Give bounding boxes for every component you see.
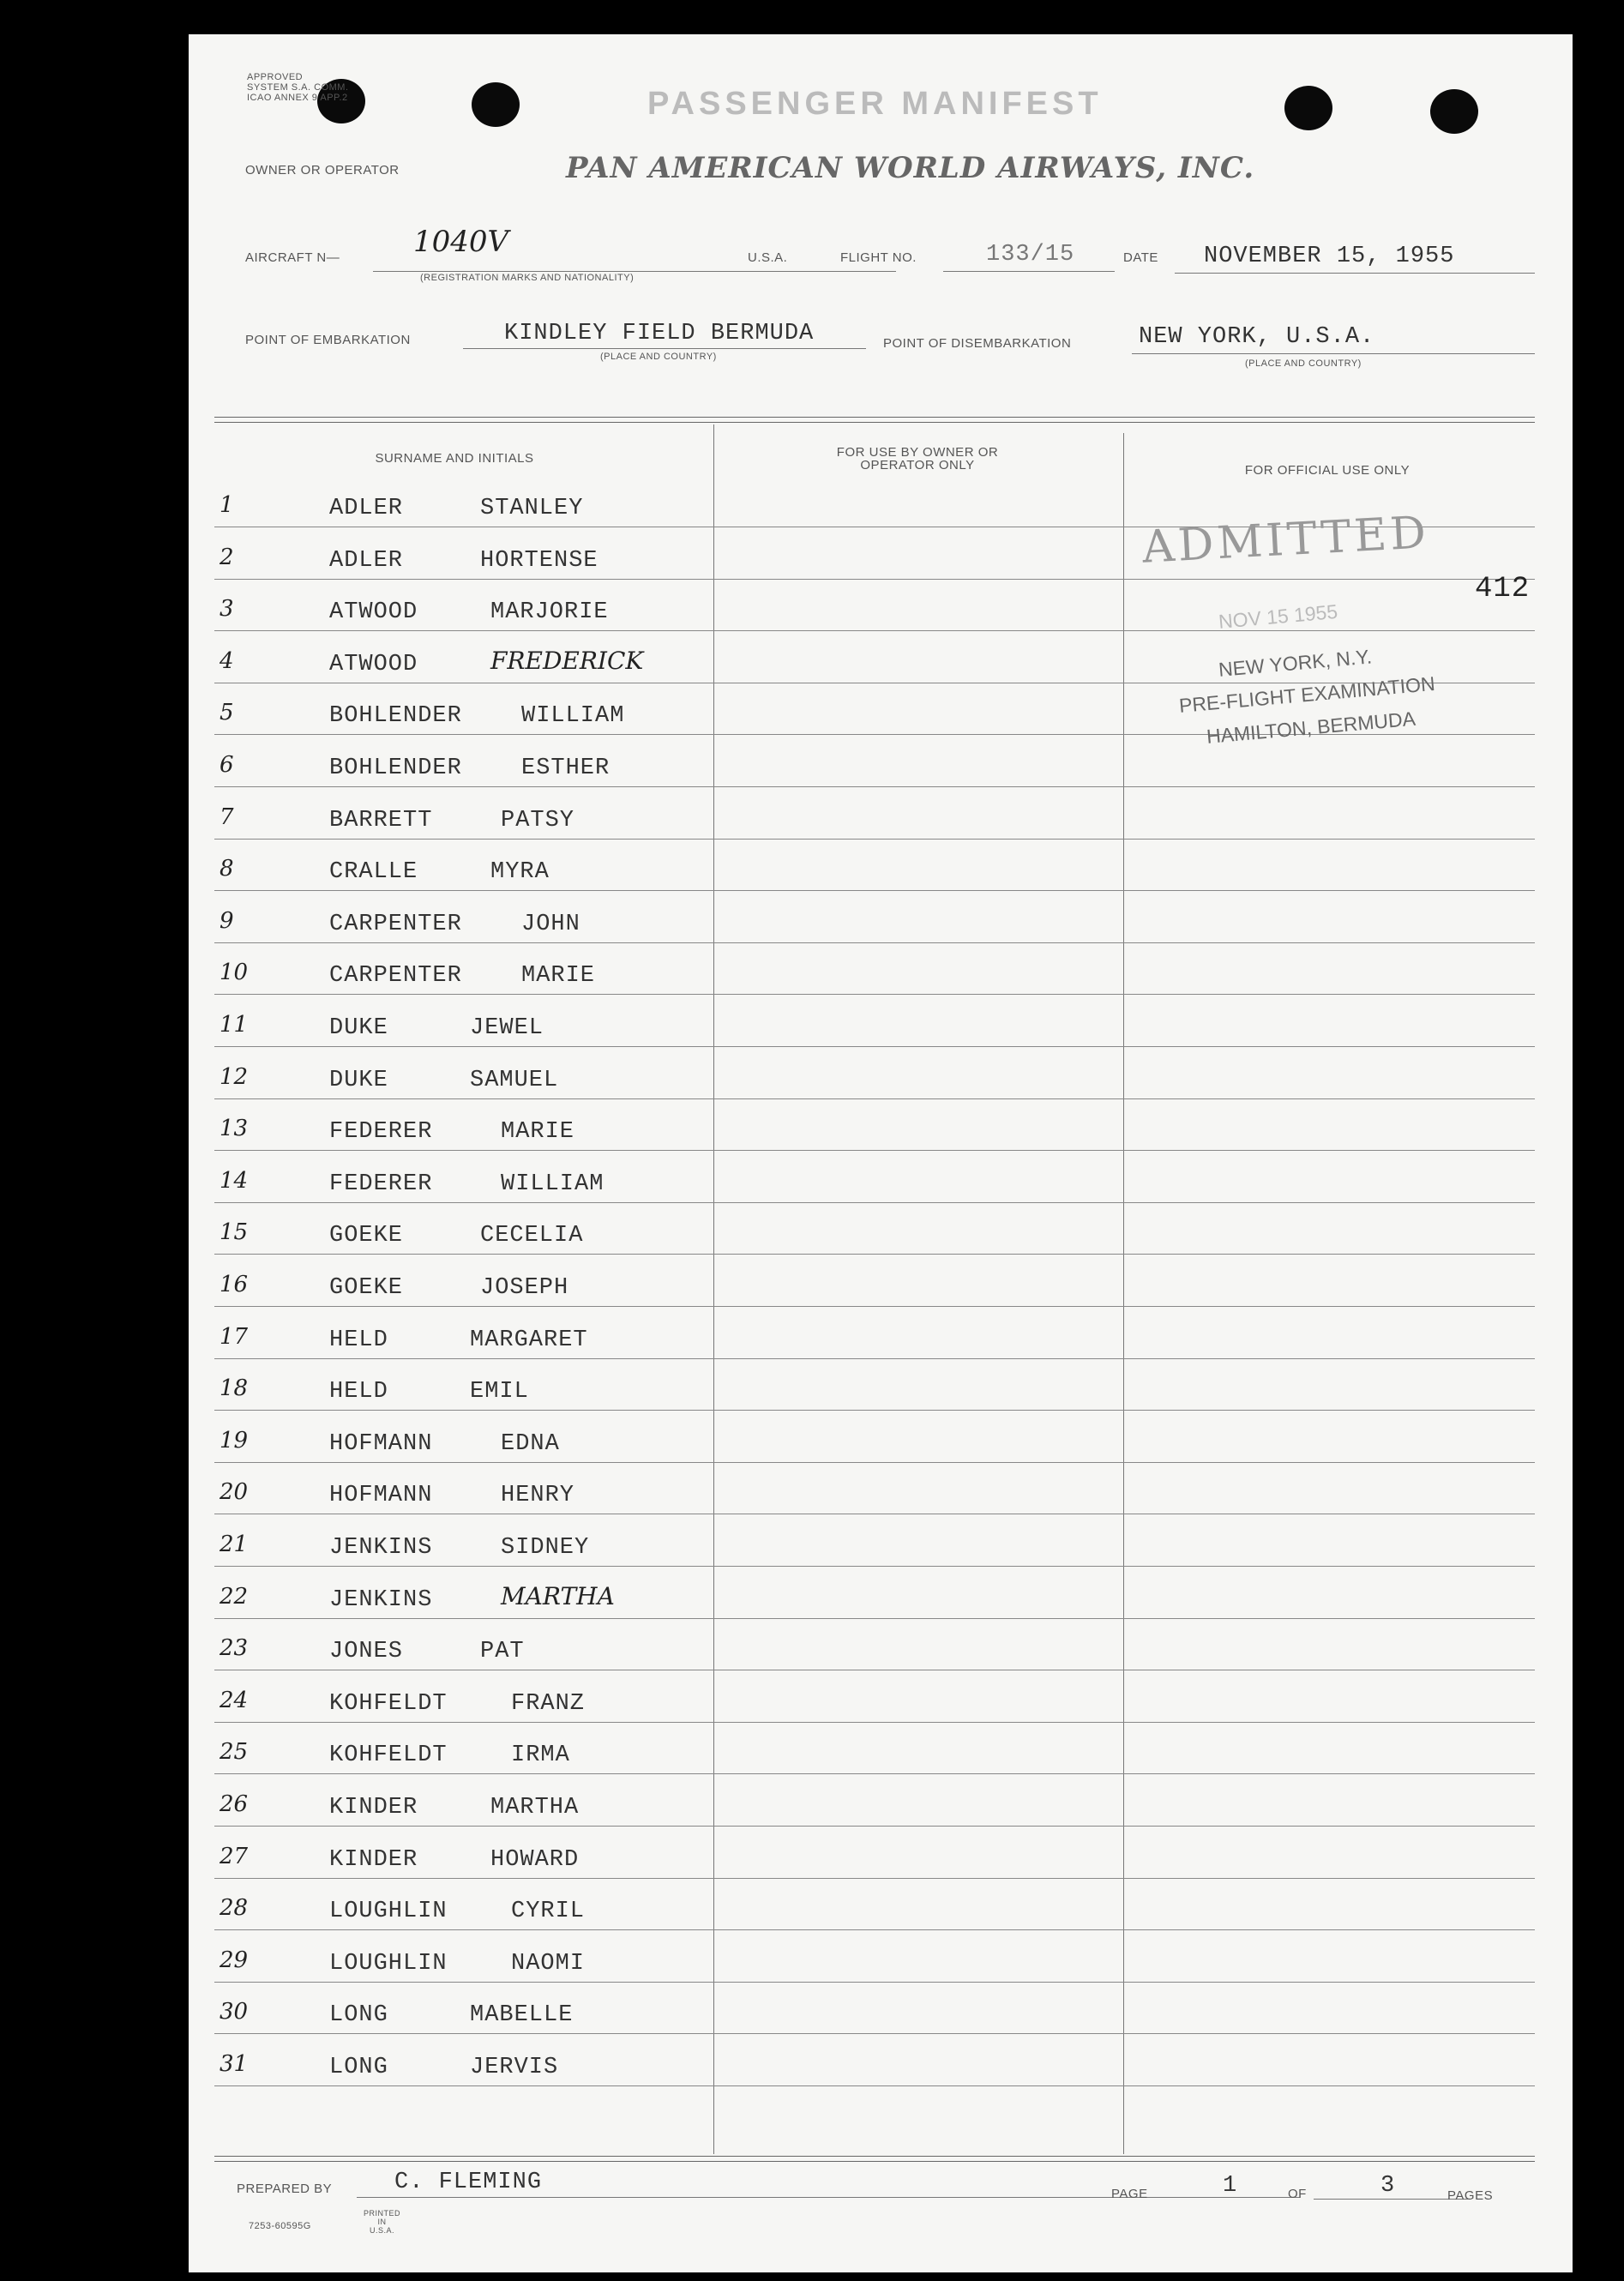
passenger-surname: CRALLE [329, 859, 418, 886]
passenger-surname: KINDER [329, 1846, 418, 1873]
page-label: PAGE [1111, 2187, 1148, 2201]
row-rule [214, 1773, 1535, 1774]
passenger-given-name: MABELLE [470, 2002, 574, 2029]
table-row [189, 750, 1573, 785]
passenger-surname: ATWOOD [329, 651, 418, 677]
table-row [189, 1218, 1573, 1252]
printed-mark: PRINTED IN U.S.A. [364, 2209, 401, 2235]
passenger-surname: ADLER [329, 547, 404, 574]
passenger-surname: KOHFELDT [329, 1690, 448, 1717]
passenger-given-name: MARIE [521, 963, 596, 990]
row-number: 31 [220, 2051, 249, 2077]
page-value: 1 [1223, 2173, 1238, 2199]
passenger-surname: CARPENTER [329, 911, 462, 937]
row-number: 18 [220, 1375, 249, 1402]
passenger-surname: HELD [329, 1327, 388, 1353]
row-rule [214, 786, 1535, 787]
row-rule [214, 1878, 1535, 1879]
row-rule [214, 890, 1535, 891]
passenger-given-name: HORTENSE [480, 547, 598, 574]
passenger-surname: BARRETT [329, 807, 433, 834]
form-number: 7253-60595G [249, 2221, 311, 2231]
row-rule [214, 1722, 1535, 1723]
passenger-given-name: PAT [480, 1639, 525, 1665]
row-number: 13 [220, 1116, 249, 1142]
row-number: 25 [220, 1739, 249, 1766]
row-number: 1 [220, 492, 234, 518]
punch-hole [472, 82, 520, 127]
row-rule [214, 1150, 1535, 1151]
passenger-given-name: EDNA [501, 1430, 560, 1457]
row-number: 26 [220, 1791, 249, 1817]
flight-label: FLIGHT NO. [840, 250, 917, 265]
passenger-given-name: MARIE [501, 1119, 575, 1146]
row-rule [214, 579, 1535, 580]
passenger-given-name: FREDERICK [490, 646, 644, 675]
table-row [189, 958, 1573, 992]
disembarkation-label: POINT OF DISEMBARKATION [883, 336, 1072, 351]
column-header-names: SURNAME AND INITIALS [375, 451, 534, 466]
table-row [189, 803, 1573, 837]
passenger-surname: ADLER [329, 496, 404, 521]
disembarkation-underline [1132, 353, 1535, 354]
row-rule [214, 994, 1535, 995]
passenger-surname: JENKINS [329, 1535, 433, 1561]
punch-hole [1430, 89, 1478, 134]
passenger-surname: BOHLENDER [329, 755, 462, 781]
passenger-given-name: CYRIL [511, 1899, 586, 1925]
date-value: NOVEMBER 15, 1955 [1204, 244, 1455, 269]
passenger-given-name: WILLIAM [521, 703, 625, 730]
passenger-given-name: WILLIAM [501, 1171, 604, 1197]
passenger-surname: HOFMANN [329, 1430, 433, 1457]
passenger-given-name: FRANZ [511, 1690, 586, 1717]
row-rule [214, 630, 1535, 631]
embarkation-label: POINT OF EMBARKATION [245, 333, 411, 347]
passenger-given-name: NAOMI [511, 1950, 586, 1977]
row-rule [214, 1098, 1535, 1099]
passenger-surname: HOFMANN [329, 1483, 433, 1509]
passenger-surname: HELD [329, 1379, 388, 1405]
date-label: DATE [1123, 250, 1158, 265]
row-number: 10 [220, 960, 249, 986]
row-number: 16 [220, 1272, 249, 1297]
row-rule [214, 1566, 1535, 1567]
row-rule [214, 839, 1535, 840]
table-row [189, 1322, 1573, 1357]
passenger-given-name: MARTHA [490, 1795, 580, 1821]
row-number: 12 [220, 1063, 249, 1090]
stamp-date: NOV 15 1955 [1218, 599, 1339, 633]
passenger-given-name: HOWARD [490, 1846, 580, 1873]
table-bottom-rule [214, 2161, 1535, 2162]
table-row [189, 1426, 1573, 1460]
passenger-given-name: JOHN [521, 911, 580, 937]
passenger-given-name: IRMA [511, 1742, 570, 1769]
row-number: 2 [220, 544, 234, 570]
row-number: 24 [220, 1687, 249, 1713]
passenger-given-name: CECELIA [480, 1223, 584, 1249]
punch-hole [1284, 86, 1332, 130]
row-rule [214, 1306, 1535, 1307]
row-rule [214, 1358, 1535, 1359]
passenger-given-name: PATSY [501, 807, 575, 834]
row-number: 17 [220, 1323, 249, 1350]
passenger-surname: BOHLENDER [329, 703, 462, 730]
passenger-surname: LOUGHLIN [329, 1899, 448, 1925]
passenger-given-name: JERVIS [470, 2055, 559, 2080]
disembarkation-sub-label: (PLACE AND COUNTRY) [1245, 358, 1362, 369]
passenger-surname: JONES [329, 1639, 404, 1665]
row-rule [214, 2085, 1535, 2086]
column-header-official: FOR OFFICIAL USE ONLY [1244, 463, 1410, 478]
table-row [189, 2049, 1573, 2084]
table-row [189, 1062, 1573, 1097]
manifest-sheet [189, 34, 1573, 2272]
passenger-given-name: MARGARET [470, 1327, 588, 1353]
row-rule [214, 1982, 1535, 1983]
prepared-label: PREPARED BY [237, 2182, 333, 2196]
passenger-given-name: HENRY [501, 1483, 575, 1509]
table-row [189, 1114, 1573, 1148]
operator-label: OWNER OR OPERATOR [245, 163, 400, 178]
table-row [189, 1166, 1573, 1201]
page-title: PASSENGER MANIFEST [647, 86, 1103, 122]
column-header-owner: FOR USE BY OWNER OR OPERATOR ONLY [836, 445, 999, 472]
passenger-surname: JENKINS [329, 1586, 433, 1613]
embarkation-underline [463, 348, 866, 349]
operator-name: PAN AMERICAN WORLD AIRWAYS, INC. [566, 151, 1255, 185]
table-bottom-rule [214, 2156, 1535, 2157]
table-row [189, 1634, 1573, 1668]
passenger-given-name: MARTHA [501, 1581, 615, 1610]
aircraft-sub-label: (REGISTRATION MARKS AND NATIONALITY) [420, 273, 635, 283]
passenger-surname: LONG [329, 2055, 388, 2080]
of-value: 3 [1380, 2173, 1396, 2199]
pages-underline [1314, 2199, 1468, 2200]
table-row [189, 1893, 1573, 1928]
passenger-surname: DUKE [329, 1067, 388, 1093]
table-row [189, 1582, 1573, 1616]
row-number: 5 [220, 700, 234, 726]
passenger-surname: DUKE [329, 1015, 388, 1041]
table-row [189, 1270, 1573, 1304]
table-row [189, 594, 1573, 629]
prepared-value: C. FLEMING [394, 2170, 543, 2195]
row-rule [214, 1202, 1535, 1203]
row-rule [214, 1254, 1535, 1255]
passenger-given-name: SAMUEL [470, 1067, 559, 1093]
passenger-given-name: JOSEPH [480, 1275, 569, 1301]
flight-underline [943, 271, 1115, 272]
passenger-surname: FEDERER [329, 1119, 433, 1146]
row-number: 19 [220, 1427, 249, 1453]
table-row [189, 1374, 1573, 1408]
row-number: 22 [220, 1583, 249, 1610]
row-rule [214, 1826, 1535, 1827]
row-number: 21 [220, 1532, 249, 1557]
table-row [189, 906, 1573, 941]
flight-value: 133/15 [986, 242, 1075, 268]
stamp-line-place: HAMILTON, BERMUDA [1206, 707, 1416, 748]
row-rule [214, 2033, 1535, 2034]
passenger-surname: GOEKE [329, 1275, 404, 1301]
stamp-line-city: NEW YORK, N.Y. [1218, 645, 1373, 681]
passenger-surname: KINDER [329, 1795, 418, 1821]
disembarkation-value: NEW YORK, U.S.A. [1139, 324, 1375, 350]
row-number: 11 [220, 1012, 249, 1038]
aircraft-value: 1040V [413, 225, 509, 259]
row-number: 8 [220, 856, 234, 882]
row-rule [214, 1462, 1535, 1463]
pages-label: PAGES [1447, 2188, 1494, 2203]
passenger-given-name: MARJORIE [490, 599, 609, 626]
passenger-surname: KOHFELDT [329, 1742, 448, 1769]
passenger-given-name: ESTHER [521, 755, 611, 781]
passenger-given-name: JEWEL [470, 1015, 544, 1041]
passenger-surname: FEDERER [329, 1171, 433, 1197]
row-number: 14 [220, 1167, 249, 1194]
row-rule [214, 1618, 1535, 1619]
stamp-line-exam: PRE-FLIGHT EXAMINATION [1178, 671, 1436, 717]
official-count: 412 [1475, 573, 1531, 605]
passenger-given-name: MYRA [490, 859, 550, 886]
row-rule [214, 942, 1535, 943]
of-label: OF [1288, 2187, 1307, 2201]
passenger-surname: LONG [329, 2002, 388, 2029]
aircraft-suffix: U.S.A. [748, 250, 788, 265]
passenger-given-name: EMIL [470, 1379, 529, 1405]
table-row [189, 1686, 1573, 1720]
passenger-given-name: SIDNEY [501, 1535, 590, 1561]
passenger-surname: LOUGHLIN [329, 1950, 448, 1977]
row-number: 29 [220, 1947, 249, 1973]
row-number: 23 [220, 1635, 249, 1662]
row-rule [214, 1929, 1535, 1930]
passenger-given-name: STANLEY [480, 496, 584, 521]
table-row [189, 1790, 1573, 1824]
admitted-stamp: ADMITTED [1140, 507, 1431, 574]
row-rule [214, 1046, 1535, 1047]
aircraft-label: AIRCRAFT N— [245, 250, 340, 265]
table-row [189, 1946, 1573, 1980]
date-underline [1175, 273, 1535, 274]
row-number: 15 [220, 1219, 249, 1246]
row-number: 7 [220, 803, 234, 830]
prepared-underline [357, 2197, 1300, 2198]
table-row [189, 854, 1573, 888]
row-number: 4 [220, 647, 234, 674]
row-number: 30 [220, 1999, 249, 2025]
row-rule [214, 1410, 1535, 1411]
table-top-rule [214, 422, 1535, 423]
passenger-surname: ATWOOD [329, 599, 418, 626]
passenger-surname: CARPENTER [329, 963, 462, 990]
embarkation-value: KINDLEY FIELD BERMUDA [504, 321, 815, 346]
table-row [189, 1842, 1573, 1876]
row-number: 20 [220, 1479, 249, 1506]
row-number: 27 [220, 1843, 249, 1869]
table-row [189, 1530, 1573, 1564]
row-number: 28 [220, 1895, 249, 1922]
table-row [189, 1478, 1573, 1512]
table-top-rule [214, 417, 1535, 418]
table-row [189, 1010, 1573, 1044]
row-number: 3 [220, 596, 234, 623]
form-approval: APPROVED SYSTEM S.A. COMM. ICAO ANNEX 9 APP.2 [247, 72, 349, 103]
passenger-surname: GOEKE [329, 1223, 404, 1249]
table-row [189, 1737, 1573, 1772]
table-row [189, 1997, 1573, 2031]
row-number: 6 [220, 752, 234, 778]
aircraft-underline [373, 271, 896, 272]
row-number: 9 [220, 907, 234, 934]
embarkation-sub-label: (PLACE AND COUNTRY) [600, 352, 717, 362]
